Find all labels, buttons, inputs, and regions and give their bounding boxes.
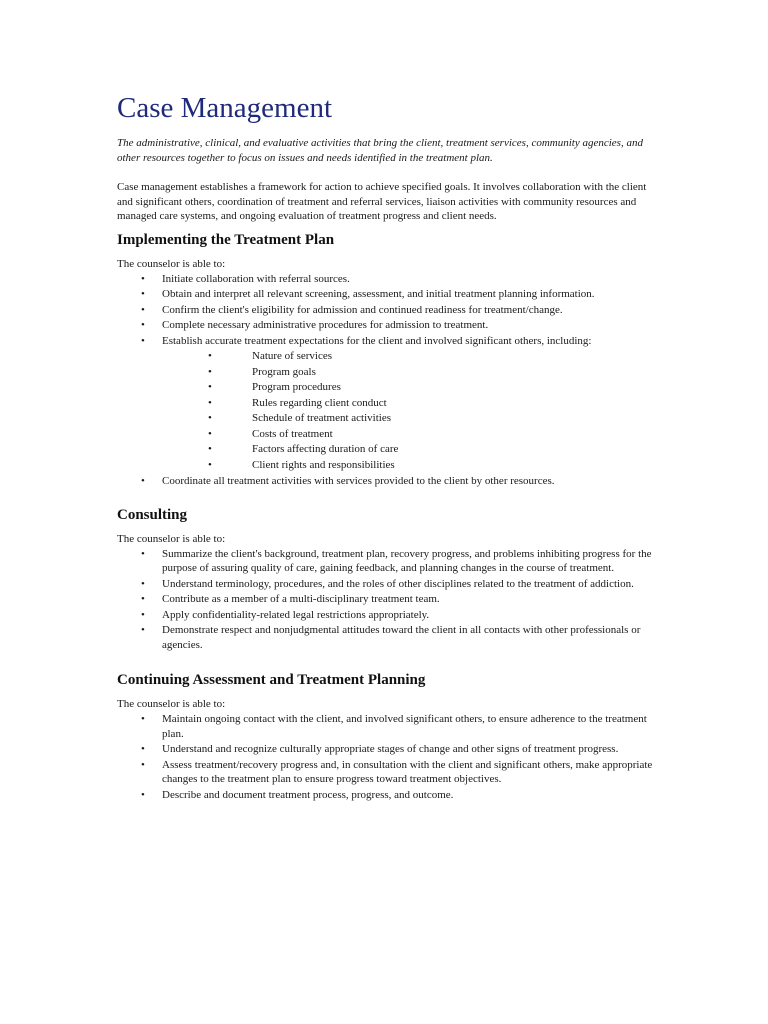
sub-bullet-list bbox=[162, 349, 658, 473]
bullet-icon: • bbox=[208, 427, 212, 440]
section-implementing bbox=[117, 230, 658, 489]
list-item: • Contribute as a member of a multi-disciplinary treatment team. bbox=[141, 593, 440, 605]
bullet-icon: • bbox=[141, 758, 145, 771]
list-item: • Coordinate all treatment activities with services provided to the client by other resources. bbox=[141, 475, 555, 487]
sub-list-item: • Schedule of treatment activities bbox=[162, 411, 658, 427]
bullet-icon: • bbox=[208, 381, 212, 393]
sub-list-item: • Program procedures bbox=[162, 380, 658, 396]
section-consulting bbox=[117, 505, 658, 653]
bullet-icon: • bbox=[141, 288, 145, 300]
section-heading: Implementing the Treatment Plan bbox=[117, 231, 335, 248]
sub-list-item: • Client rights and responsibilities bbox=[162, 458, 658, 474]
bullet-icon: • bbox=[141, 743, 145, 755]
list-item: • Demonstrate respect and nonjudgmental attitudes toward the client in all contacts with other professionals or agencies. bbox=[141, 624, 641, 651]
bullet-icon: • bbox=[141, 272, 145, 285]
intro-paragraph: Case management establishes a framework for action to achieve specified goals. It involves collaboration with the client and significant others, coordination of treatment and referral services, liaison activities with community resources and managed care systems, and ongoing evaluation of treatment progress and client needs. bbox=[117, 181, 647, 222]
list-item: • Maintain ongoing contact with the client, and involved significant others, to ensure adherence to the treatment plan. bbox=[141, 713, 647, 740]
bullet-icon: • bbox=[141, 319, 145, 331]
bullet-icon: • bbox=[208, 365, 212, 378]
bullet-icon: • bbox=[141, 303, 145, 316]
bullet-icon: • bbox=[141, 547, 145, 560]
bullet-icon: • bbox=[208, 458, 212, 471]
bullet-icon: • bbox=[141, 624, 145, 636]
bullet-icon: • bbox=[141, 713, 145, 725]
bullet-icon: • bbox=[208, 350, 212, 362]
sub-list-item: • Factors affecting duration of care bbox=[162, 442, 658, 458]
bullet-icon: • bbox=[208, 396, 212, 409]
list-item: • Assess treatment/recovery progress and, in consultation with the client and significant others, make appropriate changes to the treatment plan to ensure progress toward treatment objectives. bbox=[141, 758, 653, 785]
document-title: Case Management bbox=[117, 92, 333, 124]
list-item: • Initiate collaboration with referral sources. bbox=[141, 272, 350, 285]
list-item: • Apply confidentiality-related legal restrictions appropriately. bbox=[141, 608, 430, 621]
bullet-icon: • bbox=[141, 788, 145, 801]
section-lead: The counselor is able to: bbox=[117, 257, 226, 270]
bullet-list bbox=[117, 547, 658, 653]
list-item: • Summarize the client's background, treatment plan, recovery progress, and problems inhibiting progress for the purpose of assuring quality of care, gaining feedback, and planning changes in the course of treatment. bbox=[141, 547, 652, 574]
bullet-icon: • bbox=[141, 608, 145, 621]
list-item: • Describe and document treatment process, progress, and outcome. bbox=[141, 788, 454, 801]
section-heading: Continuing Assessment and Treatment Planning bbox=[117, 672, 426, 688]
bullet-icon: • bbox=[141, 577, 145, 590]
section-lead: The counselor is able to: bbox=[117, 698, 226, 710]
sub-list-item: • Program goals bbox=[162, 365, 658, 381]
section-lead: The counselor is able to: bbox=[117, 532, 226, 545]
section-heading: Consulting bbox=[117, 506, 188, 523]
list-item: • Understand terminology, procedures, and the roles of other disciplines related to the treatment of addiction. bbox=[141, 577, 634, 590]
list-item: • Complete necessary administrative procedures for admission to treatment. bbox=[141, 319, 489, 331]
bullet-icon: • bbox=[141, 593, 145, 605]
list-item: • Establish accurate treatment expectations for the client and involved significant others, including: • Nature of services • Program goals • Program procedures • Rules regarding client conduct • Schedule of treatment activities • Costs of treatment • Factors affecting duration of care • Client rights and responsibilities bbox=[117, 334, 658, 474]
bullet-icon: • bbox=[141, 334, 145, 347]
sub-list-item: • Costs of treatment bbox=[162, 427, 658, 443]
bullet-icon: • bbox=[208, 412, 212, 424]
bullet-list bbox=[117, 712, 658, 802]
list-item: • Understand and recognize culturally appropriate stages of change and other signs of treatment progress. bbox=[141, 743, 619, 755]
sub-list-item: • Rules regarding client conduct bbox=[162, 396, 658, 412]
bullet-icon: • bbox=[141, 475, 145, 487]
sub-list-item: • Nature of services bbox=[162, 349, 658, 365]
list-item: • Obtain and interpret all relevant screening, assessment, and initial treatment planning information. bbox=[141, 288, 595, 300]
document-subtitle: The administrative, clinical, and evaluative activities that bring the client, treatment services, community agencies, and other resources together to focus on issues and needs identified in the treatment plan. bbox=[117, 137, 643, 164]
bullet-list bbox=[117, 272, 658, 489]
section-continuing-assessment bbox=[117, 670, 658, 802]
bullet-icon: • bbox=[208, 443, 212, 455]
list-item: • Confirm the client's eligibility for admission and continued readiness for treatment/change. bbox=[141, 303, 563, 316]
